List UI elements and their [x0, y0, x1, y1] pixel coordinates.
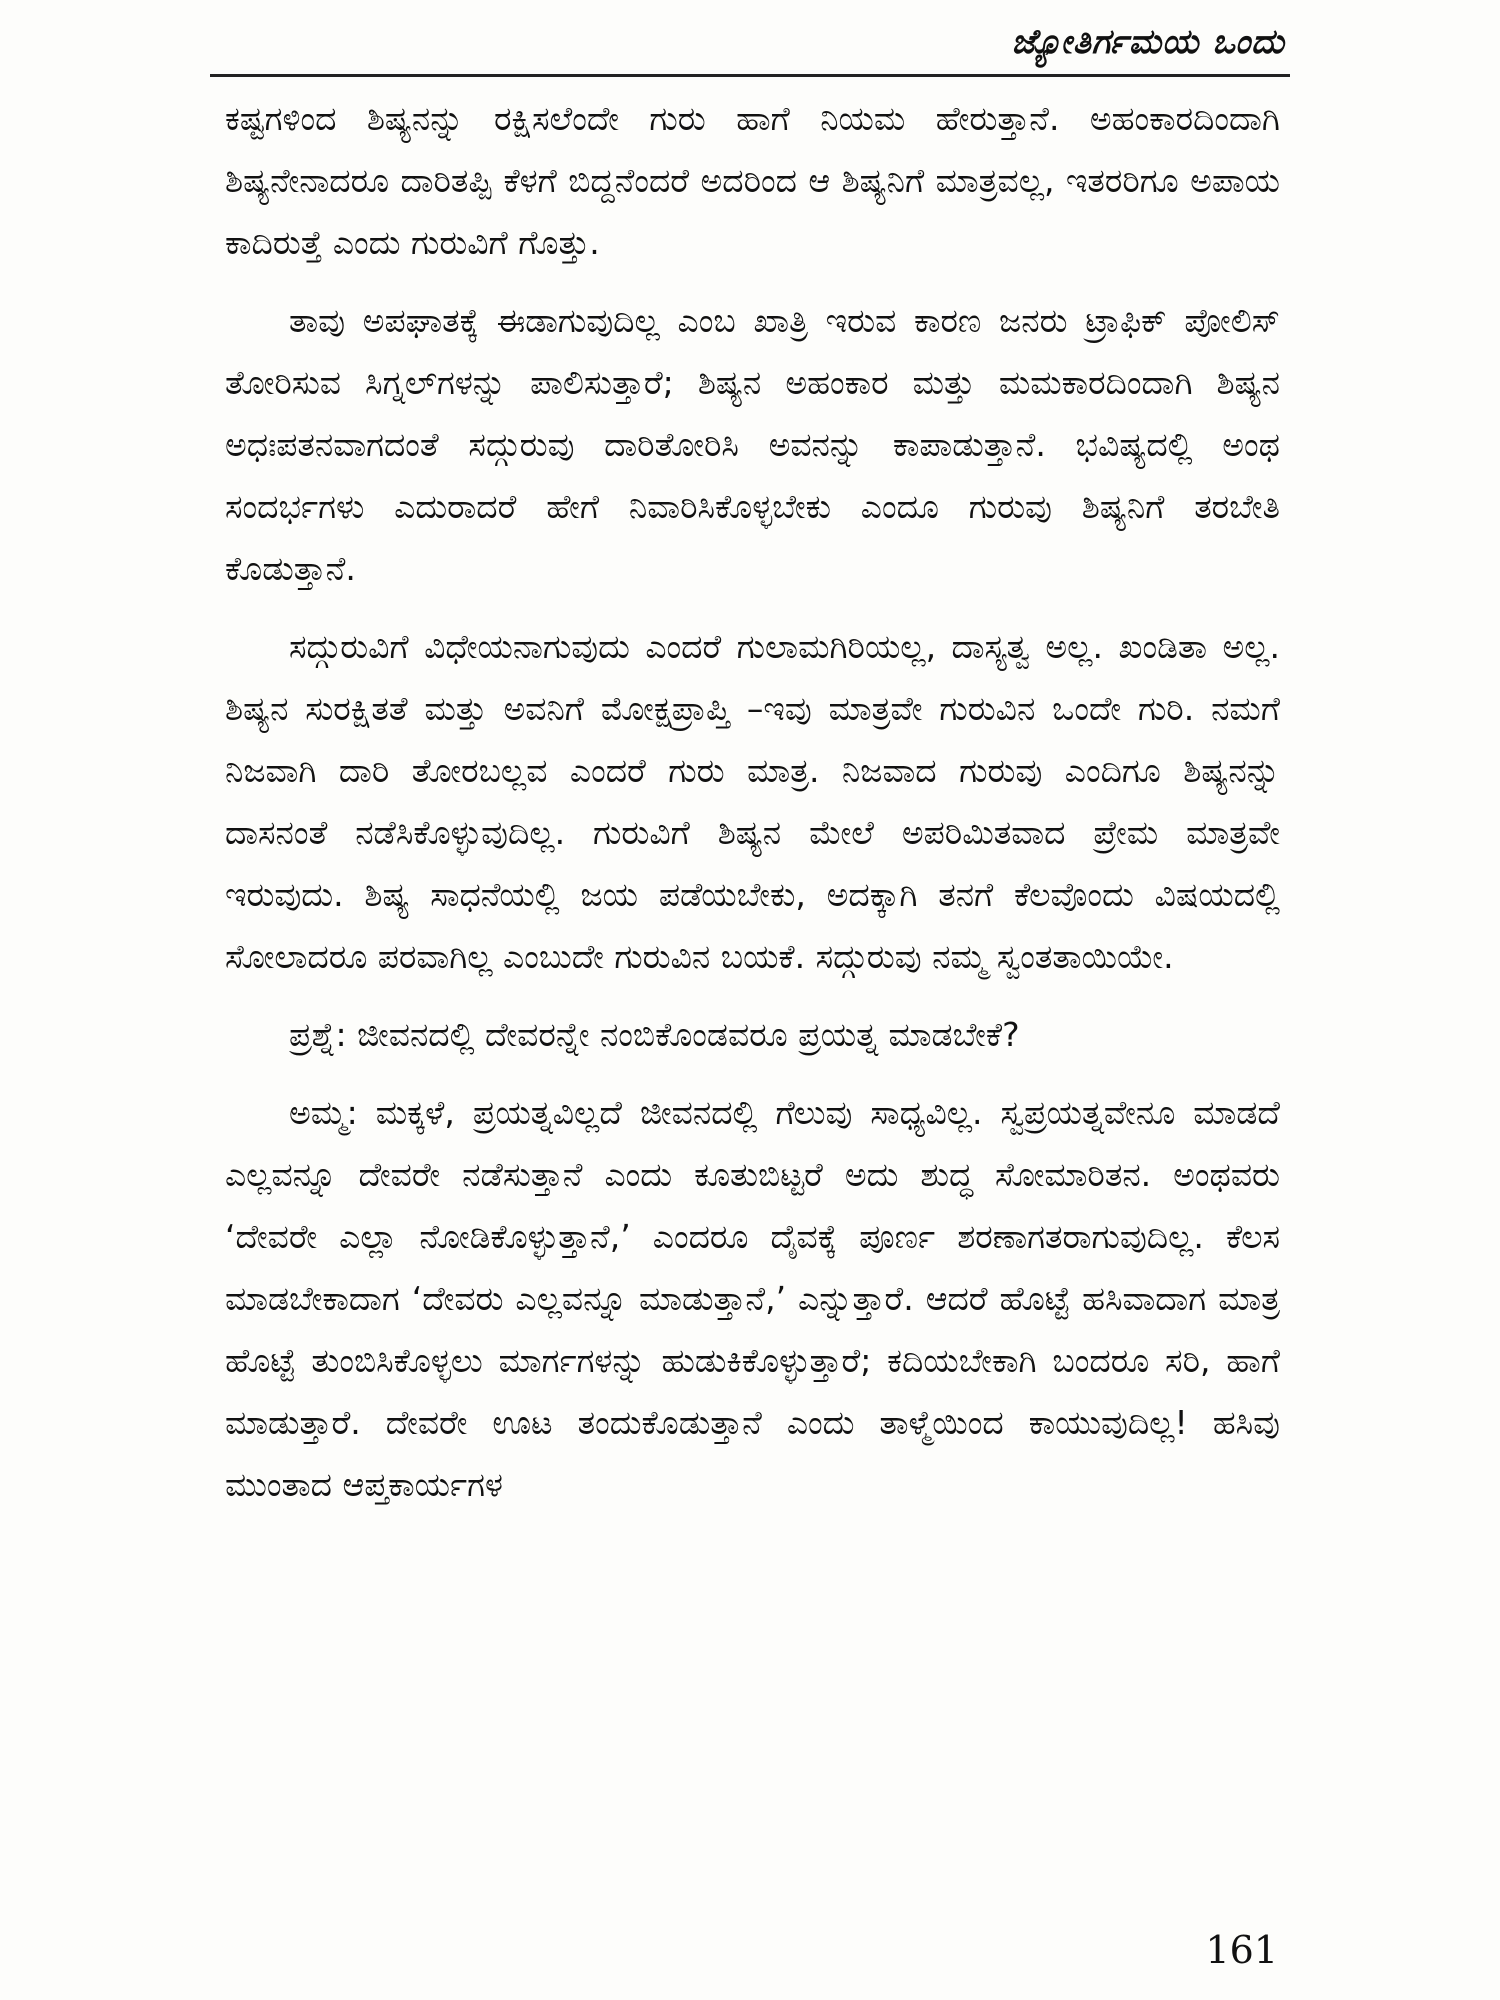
running-head-title: ಜ್ಯೋತಿರ್ಗಮಯ ಒಂದು: [1011, 22, 1285, 62]
paragraph-2: ತಾವು ಅಪಘಾತಕ್ಕೆ ಈಡಾಗುವುದಿಲ್ಲ ಎಂಬ ಖಾತ್ರಿ ಇರುವ ಕಾರಣ ಜನರು ಟ್ರಾಫಿಕ್ ಪೋಲಿಸ್ ತೋರಿಸುವ ಸಿಗ್ನಲ್‌ಗಳನ್ನು ಪಾಲಿಸುತ್ತಾರೆ; ಶಿಷ್ಯನ ಅಹಂಕಾರ ಮತ್ತು ಮಮಕಾರದಿಂದಾಗಿ ಶಿಷ್ಯನ ಅಧಃಪತನವಾಗದಂತೆ ಸದ್ಗುರುವು ದಾರಿತೋರಿಸಿ ಅವನನ್ನು ಕಾಪಾಡುತ್ತಾನೆ. ಭವಿಷ್ಯದಲ್ಲಿ ಅಂಥ ಸಂದರ್ಭಗಳು ಎದುರಾದರೆ ಹೇಗೆ ನಿವಾರಿಸಿಕೊಳ್ಳಬೇಕು ಎಂದೂ ಗುರುವು ಶಿಷ್ಯನಿಗೆ ತರಬೇತಿ ಕೊಡುತ್ತಾನೆ.: [225, 301, 1280, 588]
paragraph-3: ಸದ್ಗುರುವಿಗೆ ವಿಧೇಯನಾಗುವುದು ಎಂದರೆ ಗುಲಾಮಗಿರಿಯಲ್ಲ, ದಾಸ್ಯತ್ವ ಅಲ್ಲ. ಖಂಡಿತಾ ಅಲ್ಲ. ಶಿಷ್ಯನ ಸುರಕ್ಷಿತತೆ ಮತ್ತು ಅವನಿಗೆ ಮೋಕ್ಷಪ್ರಾಪ್ತಿ –ಇವು ಮಾತ್ರವೇ ಗುರುವಿನ ಒಂದೇ ಗುರಿ. ನಮಗೆ ನಿಜವಾಗಿ ದಾರಿ ತೋರಬಲ್ಲವ ಎಂದರೆ ಗುರು ಮಾತ್ರ. ನಿಜವಾದ ಗುರುವು ಎಂದಿಗೂ ಶಿಷ್ಯನನ್ನು ದಾಸನಂತೆ ನಡೆಸಿಕೊಳ್ಳುವುದಿಲ್ಲ. ಗುರುವಿಗೆ ಶಿಷ್ಯನ ಮೇಲೆ ಅಪರಿಮಿತವಾದ ಪ್ರೇಮ ಮಾತ್ರವೇ ಇರುವುದು. ಶಿಷ್ಯ ಸಾಧನೆಯಲ್ಲಿ ಜಯ ಪಡೆಯಬೇಕು, ಅದಕ್ಕಾಗಿ ತನಗೆ ಕೆಲವೊಂದು ವಿಷಯದಲ್ಲಿ ಸೋಲಾದರೂ ಪರವಾಗಿಲ್ಲ ಎಂಬುದೇ ಗುರುವಿನ ಬಯಕೆ. ಸದ್ಗುರುವು ನಮ್ಮ ಸ್ವಂತತಾಯಿಯೇ.: [225, 627, 1280, 976]
body-text: [225, 88, 1280, 1516]
answer-paragraph: ಅಮ್ಮ: ಮಕ್ಕಳೆ, ಪ್ರಯತ್ನವಿಲ್ಲದೆ ಜೀವನದಲ್ಲಿ ಗೆಲುವು ಸಾಧ್ಯವಿಲ್ಲ. ಸ್ವಪ್ರಯತ್ನವೇನೂ ಮಾಡದೆ ಎಲ್ಲವನ್ನೂ ದೇವರೇ ನಡೆಸುತ್ತಾನೆ ಎಂದು ಕೂತುಬಿಟ್ಟರೆ ಅದು ಶುದ್ಧ ಸೋಮಾರಿತನ. ಅಂಥವರು ‘ದೇವರೇ ಎಲ್ಲಾ ನೋಡಿಕೊಳ್ಳುತ್ತಾನೆ,’ ಎಂದರೂ ದೈವಕ್ಕೆ ಪೂರ್ಣ ಶರಣಾಗತರಾಗುವುದಿಲ್ಲ. ಕೆಲಸ ಮಾಡಬೇಕಾದಾಗ ‘ದೇವರು ಎಲ್ಲವನ್ನೂ ಮಾಡುತ್ತಾನೆ,’ ಎನ್ನುತ್ತಾರೆ. ಆದರೆ ಹೊಟ್ಟೆ ಹಸಿವಾದಾಗ ಮಾತ್ರ ಹೊಟ್ಟೆ ತುಂಬಿಸಿಕೊಳ್ಳಲು ಮಾರ್ಗಗಳನ್ನು ಹುಡುಕಿಕೊಳ್ಳುತ್ತಾರೆ; ಕದಿಯಬೇಕಾಗಿ ಬಂದರೂ ಸರಿ, ಹಾಗೆ ಮಾಡುತ್ತಾರೆ. ದೇವರೇ ಊಟ ತಂದುಕೊಡುತ್ತಾನೆ ಎಂದು ತಾಳ್ಮೆಯಿಂದ ಕಾಯುವುದಿಲ್ಲ! ಹಸಿವು ಮುಂತಾದ ಆಪ್ತಕಾರ್ಯಗಳ: [225, 1093, 1280, 1504]
header-rule: [210, 74, 1290, 77]
question-paragraph: ಪ್ರಶ್ನೆ: ಜೀವನದಲ್ಲಿ ದೇವರನ್ನೇ ನಂಬಿಕೊಂಡವರೂ ಪ್ರಯತ್ನ ಮಾಡಬೇಕೆ?: [289, 1015, 1020, 1054]
paragraph-1: ಕಷ್ಟಗಳಿಂದ ಶಿಷ್ಯನನ್ನು ರಕ್ಷಿಸಲೆಂದೇ ಗುರು ಹಾಗೆ ನಿಯಮ ಹೇರುತ್ತಾನೆ. ಅಹಂಕಾರದಿಂದಾಗಿ ಶಿಷ್ಯನೇನಾದರೂ ದಾರಿತಪ್ಪಿ ಕೆಳಗೆ ಬಿದ್ದನೆಂದರೆ ಅದರಿಂದ ಆ ಶಿಷ್ಯನಿಗೆ ಮಾತ್ರವಲ್ಲ, ಇತರರಿಗೂ ಅಪಾಯ ಕಾದಿರುತ್ತೆ ಎಂದು ಗುರುವಿಗೆ ಗೊತ್ತು.: [225, 99, 1280, 262]
page-number: 161: [1205, 1928, 1278, 1972]
